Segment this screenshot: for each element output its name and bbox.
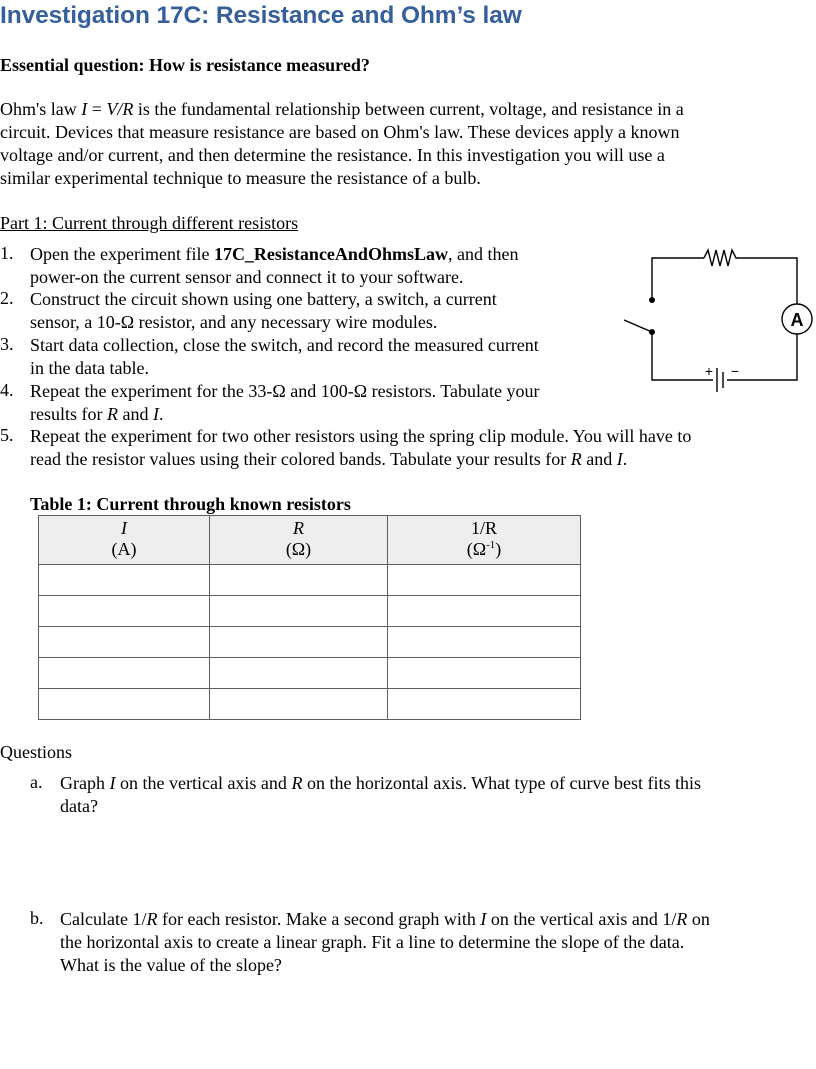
step-number: 2. xyxy=(0,288,14,308)
step-number: 4. xyxy=(0,380,14,400)
question-text: Graph I on the vertical axis and R on the horizontal axis. What type of curve best fits this data? xyxy=(60,773,702,816)
table-cell[interactable] xyxy=(388,565,581,596)
ammeter-label: A xyxy=(790,310,804,330)
intro-line-3: voltage and/or current, and then determine the resistance. In this investigation you will use a xyxy=(0,145,665,165)
table-cell[interactable] xyxy=(210,658,388,689)
part1-heading: Part 1: Current through different resistors xyxy=(0,213,299,233)
circuit-wire-bottom-left xyxy=(652,332,713,380)
battery-icon xyxy=(717,368,723,392)
column-header-current: I (A) xyxy=(39,516,210,565)
step-text: Start data collection, close the switch, and record the measured current in the data table. xyxy=(30,335,539,378)
table-cell[interactable] xyxy=(39,627,210,658)
table-cell[interactable] xyxy=(39,689,210,720)
step-text: Repeat the experiment for the 33-Ω and 100-Ω resistors. Tabulate your results for R and I. xyxy=(30,381,540,424)
table-header-row xyxy=(39,516,581,565)
intro-paragraph xyxy=(0,98,800,190)
step-number: 3. xyxy=(0,334,14,354)
table-cell[interactable] xyxy=(388,596,581,627)
resistor-icon xyxy=(704,250,742,266)
table-cell[interactable] xyxy=(39,596,210,627)
data-table xyxy=(38,515,581,720)
switch-icon xyxy=(624,320,652,332)
question-text: Calculate 1/R for each resistor. Make a second graph with I on the vertical axis and 1/R on the horizontal axis to create a linear graph. Fit a line to determine the slope of the data. What is the value of the slope? xyxy=(60,909,710,975)
step-text: Repeat the experiment for two other resistors using the spring clip module. You will have to read the resistor values using their colored bands. Tabulate your results for R and I. xyxy=(30,426,692,469)
table-cell[interactable] xyxy=(210,596,388,627)
table-cell[interactable] xyxy=(210,689,388,720)
circuit-wire-top-left xyxy=(652,258,704,300)
table-cell[interactable] xyxy=(210,627,388,658)
intro-line-2: circuit. Devices that measure resistance are based on Ohm's law. These devices apply a known xyxy=(0,122,680,142)
question-label: a. xyxy=(30,772,43,792)
battery-minus-label: − xyxy=(730,363,740,379)
table-cell[interactable] xyxy=(388,627,581,658)
step-text: Construct the circuit shown using one battery, a switch, a current sensor, a 10-Ω resistor, and any necessary wire modules. xyxy=(30,289,497,332)
column-header-resistance: R (Ω) xyxy=(210,516,388,565)
circuit-diagram xyxy=(620,240,816,400)
intro-line-4: similar experimental technique to measure the resistance of a bulb. xyxy=(0,168,481,188)
table-row xyxy=(39,658,581,689)
table-row xyxy=(39,565,581,596)
table-caption: Table 1: Current through known resistors xyxy=(30,494,351,514)
table-row xyxy=(39,596,581,627)
table-row xyxy=(39,627,581,658)
questions-heading: Questions xyxy=(0,742,72,762)
table-cell[interactable] xyxy=(210,565,388,596)
essential-question: Essential question: How is resistance measured? xyxy=(0,55,370,75)
switch-contact-top xyxy=(649,297,655,303)
step-number: 1. xyxy=(0,243,14,263)
table-cell[interactable] xyxy=(388,689,581,720)
page-title: Investigation 17C: Resistance and Ohm’s law xyxy=(0,2,522,29)
battery-plus-label: + xyxy=(704,363,714,379)
column-header-inverse-resistance: 1/R $(\Omega^{-1})$ xyxy=(388,516,581,565)
question-label: b. xyxy=(30,908,44,928)
intro-line-1: Ohm's law I = V/R is the fundamental relationship between current, voltage, and resistance in a xyxy=(0,99,684,119)
table-row xyxy=(39,689,581,720)
table-cell[interactable] xyxy=(39,658,210,689)
step-number: 5. xyxy=(0,425,14,445)
circuit-wire-right xyxy=(742,258,797,304)
step-text: Open the experiment file 17C_ResistanceAndOhmsLaw, and then power-on the current sensor and connect it to your software. xyxy=(30,244,519,287)
switch-contact-bottom xyxy=(649,329,655,335)
table-cell[interactable] xyxy=(388,658,581,689)
table-cell[interactable] xyxy=(39,565,210,596)
